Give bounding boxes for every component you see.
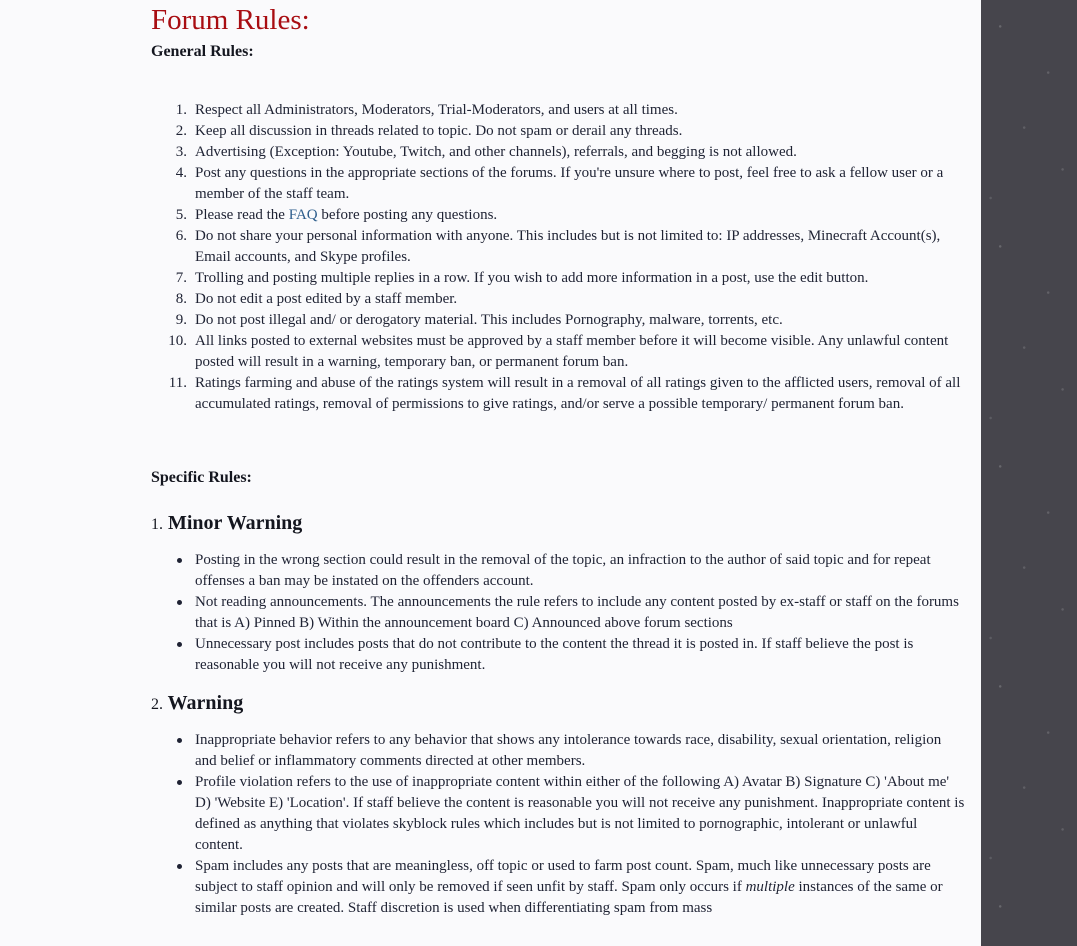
faq-link[interactable]: FAQ bbox=[288, 207, 318, 223]
rule-text-before: Please read the bbox=[195, 207, 289, 223]
rule-text: All links posted to external websites must be approved by a staff member before it will become visible. Any unlawful content posted will result in a warning, temporary ban, or permanent forum ban. bbox=[195, 333, 949, 370]
forum-rules-post bbox=[151, 0, 966, 919]
rule-number: 3. bbox=[175, 144, 187, 160]
tier-name: Warning bbox=[167, 692, 244, 714]
rule-number: 2. bbox=[175, 123, 187, 139]
tier-heading-warning bbox=[151, 690, 966, 718]
tier-number: 2. bbox=[151, 696, 163, 713]
minor-warning-list bbox=[151, 550, 966, 676]
list-item bbox=[151, 634, 966, 676]
rule-number: 5. bbox=[175, 207, 187, 223]
rule-text: Keep all discussion in threads related to topic. Do not spam or derail any threads. bbox=[195, 123, 683, 139]
general-rule-4 bbox=[151, 163, 966, 205]
item-text-after: instances of the same or similar posts are created. Staff discretion is used when differentiating spam from mass bbox=[195, 879, 943, 916]
specific-rules-label: Specific Rules: bbox=[151, 469, 252, 486]
warning-list bbox=[151, 730, 966, 919]
list-item bbox=[151, 592, 966, 634]
rule-number: 1. bbox=[175, 102, 187, 118]
rule-number: 8. bbox=[175, 291, 187, 307]
rule-number: 9. bbox=[175, 312, 187, 328]
bullet-icon bbox=[177, 780, 182, 785]
bullet-icon bbox=[177, 600, 182, 605]
general-rule-2 bbox=[151, 121, 966, 142]
rule-text: Respect all Administrators, Moderators, Trial-Moderators, and users at all times. bbox=[195, 102, 678, 118]
tier-number: 1. bbox=[151, 516, 163, 533]
list-item bbox=[151, 550, 966, 592]
general-rule-3 bbox=[151, 142, 966, 163]
rule-number: 4. bbox=[175, 165, 187, 181]
item-text: Unnecessary post includes posts that do not contribute to the content the thread it is posted in. If staff believe the post is reasonable you will not receive any punishment. bbox=[195, 636, 914, 673]
rule-text: Advertising (Exception: Youtube, Twitch, and other channels), referrals, and begging is not allowed. bbox=[195, 144, 797, 160]
rule-number: 10. bbox=[168, 333, 187, 349]
list-item bbox=[151, 772, 966, 856]
general-rules-label: General Rules: bbox=[151, 43, 254, 60]
rule-text: Do not share your personal information with anyone. This includes but is not limited to: IP addresses, Minecraft Account(s), Email accounts, and Skype profiles. bbox=[195, 228, 941, 265]
rule-number: 6. bbox=[175, 228, 187, 244]
rule-text: Ratings farming and abuse of the ratings system will result in a removal of all ratings given to the afflicted users, removal of all accumulated ratings, removal of permissions to give ratings, and/or serve a possible temporary/ permanent forum ban. bbox=[195, 375, 961, 412]
side-panel-background bbox=[981, 0, 1077, 946]
bullet-icon bbox=[177, 642, 182, 647]
general-rule-6 bbox=[151, 226, 966, 268]
general-rules-list bbox=[151, 100, 966, 415]
item-text: Not reading announcements. The announcements the rule refers to include any content posted by ex-staff or staff on the forums that is A) Pinned B) Within the announcement board C) Announced above forum sections bbox=[195, 594, 959, 631]
general-rule-7 bbox=[151, 268, 966, 289]
general-rule-1 bbox=[151, 100, 966, 121]
rule-text: Post any questions in the appropriate sections of the forums. If you're unsure where to post, feel free to ask a fellow user or a member of the staff team. bbox=[195, 165, 944, 202]
rule-number: 7. bbox=[175, 270, 187, 286]
general-rule-10 bbox=[151, 331, 966, 373]
rule-text: Do not post illegal and/ or derogatory material. This includes Pornography, malware, torrents, etc. bbox=[195, 312, 783, 328]
bullet-icon bbox=[177, 558, 182, 563]
rule-text-after: before posting any questions. bbox=[317, 207, 498, 223]
item-text: Posting in the wrong section could result in the removal of the topic, an infraction to the author of said topic and for repeat offenses a ban may be instated on the offenders account. bbox=[195, 552, 931, 589]
item-text: Inappropriate behavior refers to any behavior that shows any intolerance towards race, disability, sexual orientation, religion and belief or inflammatory comments directed at other members. bbox=[195, 732, 942, 769]
list-item bbox=[151, 856, 966, 919]
general-rule-11 bbox=[151, 373, 966, 415]
tier-heading-minor-warning bbox=[151, 510, 966, 538]
rule-text: Do not edit a post edited by a staff member. bbox=[195, 291, 458, 307]
rule-text: Trolling and posting multiple replies in a row. If you wish to add more information in a post, use the edit button. bbox=[195, 270, 869, 286]
general-rule-5 bbox=[151, 205, 966, 226]
tier-name: Minor Warning bbox=[168, 512, 303, 534]
item-text-before: Spam includes any posts that are meaningless, off topic or used to farm post count. Spam, much like unnecessary posts are subject to staff opinion and will only be removed if seen unfit by staff. Spam only occurs if bbox=[195, 858, 931, 895]
item-text-emphasis: multiple bbox=[745, 879, 795, 895]
bullet-icon bbox=[177, 738, 182, 743]
list-item bbox=[151, 730, 966, 772]
rule-number: 11. bbox=[168, 375, 187, 391]
bullet-icon bbox=[177, 864, 182, 869]
item-text: Profile violation refers to the use of inappropriate content within either of the following A) Avatar B) Signature C) 'About me' D) 'Website E) 'Location'. If staff believe the content is reasonable you will not receive any punishment. Inappropriate content is defined as anything that violates skyblock rules which includes but is not limited to pornographic, intolerant or unlawful content. bbox=[195, 774, 965, 853]
general-rule-9 bbox=[151, 310, 966, 331]
page-title: Forum Rules: bbox=[151, 4, 310, 36]
general-rule-8 bbox=[151, 289, 966, 310]
